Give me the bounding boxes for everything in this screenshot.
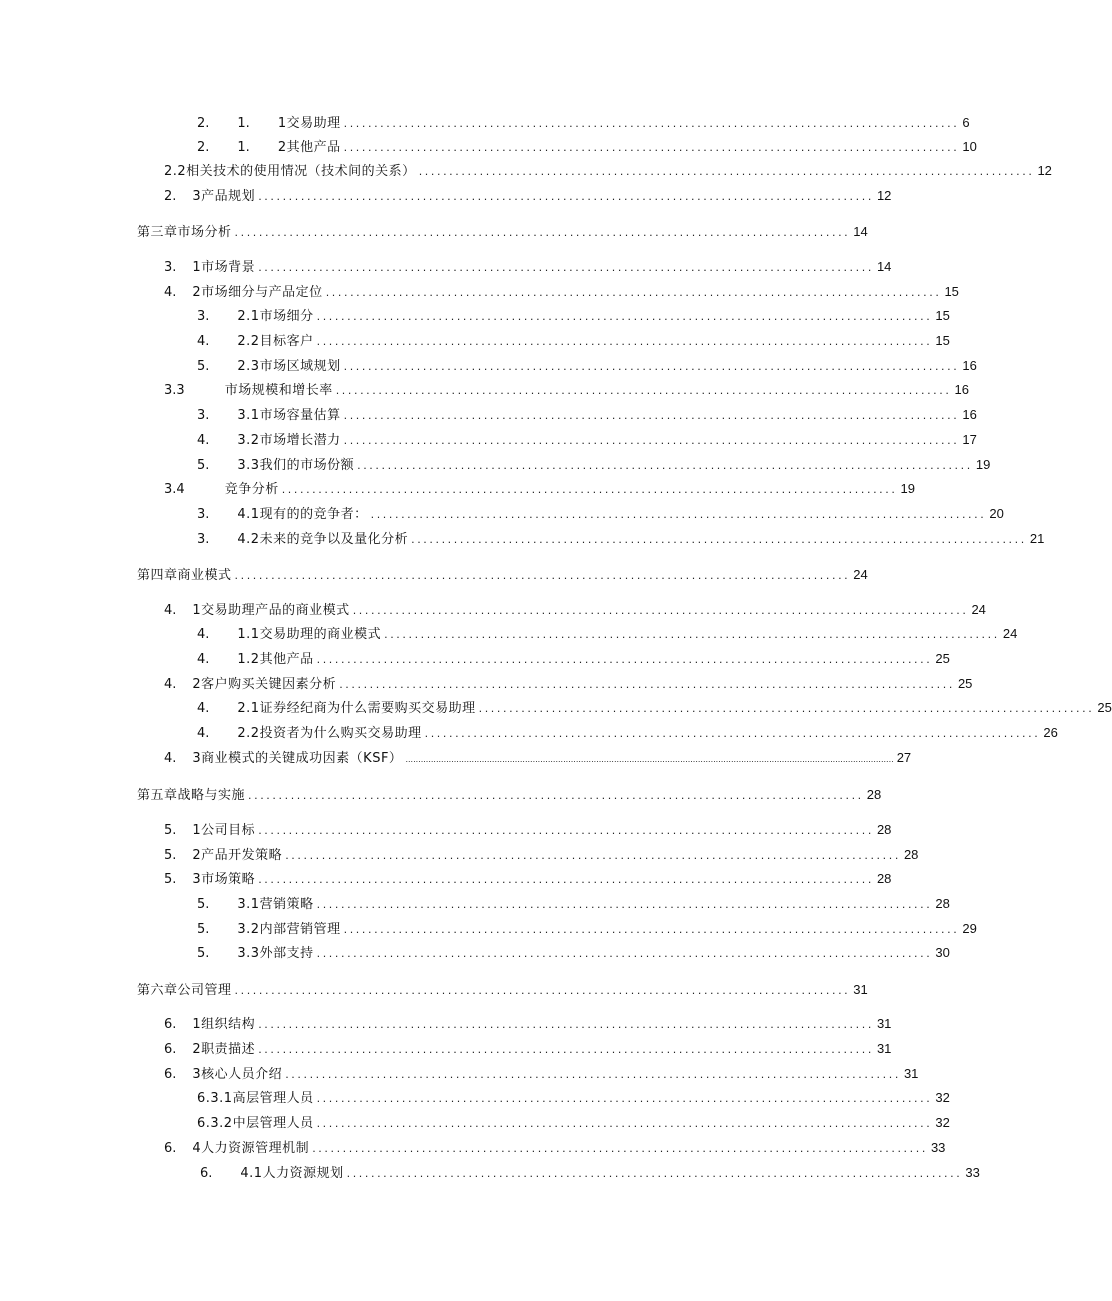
toc-leader: ..................................................................................................... bbox=[343, 141, 960, 154]
toc-leader: ..................................................................................................... bbox=[258, 824, 874, 837]
toc-number: 3.4 bbox=[164, 482, 185, 497]
toc-page: 28 bbox=[876, 871, 892, 886]
toc-entry[interactable] bbox=[164, 601, 986, 619]
toc-title: 1交易助理产品的商业模式 bbox=[192, 603, 350, 618]
toc-leader: ..................................................................................................... bbox=[343, 360, 960, 373]
toc-number: 4. bbox=[197, 627, 210, 642]
toc-leader: ..................................................................................................... bbox=[234, 569, 851, 582]
toc-title: 市场规模和增长率 bbox=[224, 383, 333, 398]
toc-number: 2. bbox=[197, 116, 210, 131]
toc-leader: ..................................................................................................... bbox=[316, 1092, 933, 1105]
toc-page: 27 bbox=[896, 750, 912, 765]
toc-page: 33 bbox=[930, 1140, 946, 1155]
toc-entry[interactable] bbox=[164, 870, 892, 888]
toc-number: 4. bbox=[164, 285, 177, 300]
toc-page: 10 bbox=[962, 139, 977, 154]
toc-leader: ..................................................................................................... bbox=[312, 1142, 928, 1155]
toc-title: 1交易助理 bbox=[277, 116, 341, 131]
toc-number: 3. bbox=[197, 309, 210, 324]
toc-title: 2.3市场区域规划 bbox=[237, 359, 341, 374]
toc-page: 16 bbox=[962, 407, 977, 422]
toc-leader: ..................................................................................................... bbox=[258, 1018, 874, 1031]
toc-leader: ..................................................................................................... bbox=[234, 984, 851, 997]
toc-entry[interactable] bbox=[164, 846, 919, 864]
toc-page: 28 bbox=[876, 822, 892, 837]
toc-leader: ..................................................................................................... bbox=[352, 604, 969, 617]
toc-number: 5. bbox=[197, 458, 210, 473]
toc-entry[interactable] bbox=[200, 1164, 980, 1182]
toc-entry[interactable] bbox=[197, 724, 1058, 742]
toc-number: 1. bbox=[237, 140, 250, 155]
toc-leader: ..................................................................................................... bbox=[281, 483, 898, 496]
toc-leader: ..................................................................................................... bbox=[316, 335, 933, 348]
toc-number: 4. bbox=[197, 652, 210, 667]
toc-entry[interactable] bbox=[197, 920, 977, 938]
toc-page: 25 bbox=[935, 651, 950, 666]
toc-leader: ..................................................................................................... bbox=[346, 1167, 963, 1180]
toc-number: 2. bbox=[164, 189, 177, 204]
toc-number: 3. bbox=[164, 260, 177, 275]
toc-title: 第三章市场分析 bbox=[137, 225, 232, 240]
toc-title: 2产品开发策略 bbox=[192, 848, 283, 863]
toc-page: 30 bbox=[935, 945, 950, 960]
toc-number: 3. bbox=[197, 408, 210, 423]
toc-entry[interactable] bbox=[164, 821, 892, 839]
toc-entry[interactable] bbox=[197, 138, 977, 156]
toc-leader: ..................................................................................................... bbox=[258, 1043, 874, 1056]
toc-entry[interactable] bbox=[197, 114, 970, 132]
toc-title: 4人力资源管理机制 bbox=[192, 1141, 310, 1156]
toc-number: 5. bbox=[164, 848, 177, 863]
toc-title: 2市场细分与产品定位 bbox=[192, 285, 323, 300]
toc-entry[interactable] bbox=[197, 530, 1045, 548]
toc-title: 1公司目标 bbox=[192, 823, 256, 838]
toc-entry[interactable] bbox=[164, 1139, 946, 1157]
toc-entry[interactable] bbox=[197, 406, 977, 424]
toc-leader: ..................................................................................................... bbox=[357, 459, 973, 472]
toc-number: 4. bbox=[197, 726, 210, 741]
toc-page: 31 bbox=[876, 1041, 892, 1056]
toc-page: 12 bbox=[876, 188, 892, 203]
toc-title: 3.3我们的市场份额 bbox=[237, 458, 355, 473]
toc-entry[interactable] bbox=[164, 381, 969, 399]
toc-leader: ..................................................................................................... bbox=[384, 628, 1000, 641]
toc-leader: ..................................................................................................... bbox=[258, 261, 874, 274]
toc-entry[interactable] bbox=[197, 650, 950, 668]
toc-page: 24 bbox=[1002, 626, 1018, 641]
toc-entry[interactable] bbox=[197, 505, 1004, 523]
toc-entry[interactable] bbox=[164, 749, 912, 767]
toc-page: 29 bbox=[962, 921, 977, 936]
toc-title: 1市场背景 bbox=[192, 260, 256, 275]
toc-title: 2客户购买关键因素分析 bbox=[192, 677, 337, 692]
toc-entry[interactable] bbox=[197, 625, 1018, 643]
toc-leader: ..................................................................................................... bbox=[343, 409, 960, 422]
toc-page: 28 bbox=[935, 896, 950, 911]
toc-number: 4. bbox=[164, 677, 177, 692]
toc-number: 5. bbox=[164, 823, 177, 838]
toc-page: 14 bbox=[876, 259, 892, 274]
toc-entry[interactable] bbox=[197, 431, 977, 449]
toc-title: 3产品规划 bbox=[192, 189, 256, 204]
toc-leader: ..................................................................................................... bbox=[325, 286, 942, 299]
toc-leader: ..................................................................................................... bbox=[316, 1117, 933, 1130]
toc-title: 1.2其他产品 bbox=[237, 652, 314, 667]
toc-leader: ..................................................................................................... bbox=[418, 165, 1035, 178]
toc-title: 第四章商业模式 bbox=[137, 568, 232, 583]
toc-title: 4.2未来的竞争以及量化分析 bbox=[237, 532, 409, 547]
toc-chapter[interactable] bbox=[137, 223, 868, 241]
toc-page: 15 bbox=[935, 308, 950, 323]
toc-title: 2.2目标客户 bbox=[237, 334, 314, 349]
toc-page: 32 bbox=[935, 1115, 950, 1130]
toc-page: 17 bbox=[962, 432, 977, 447]
toc-number: 4. bbox=[197, 334, 210, 349]
toc-leader: ..................................................................................................... bbox=[316, 310, 933, 323]
toc-leader: ..................................................................................................... bbox=[335, 384, 952, 397]
toc-leader: ..................................................................................................... bbox=[258, 190, 874, 203]
toc-leader: ..................................................................................................... bbox=[478, 702, 1095, 715]
toc-leader: ..................................................................................................... bbox=[343, 923, 960, 936]
toc-title: 3.1市场容量估算 bbox=[237, 408, 341, 423]
toc-number: 3.3 bbox=[164, 383, 185, 398]
toc-number: 4. bbox=[197, 701, 210, 716]
toc-title: 2职责描述 bbox=[192, 1042, 256, 1057]
toc-number: 5. bbox=[197, 897, 210, 912]
toc-number: 6. bbox=[164, 1141, 177, 1156]
toc-title: 3.1营销策略 bbox=[237, 897, 314, 912]
toc-entry[interactable] bbox=[164, 1015, 892, 1033]
toc-leader: ..................................................................................................... bbox=[411, 533, 1027, 546]
toc-number: 4. bbox=[164, 751, 177, 766]
toc-title: 第六章公司管理 bbox=[137, 983, 232, 998]
toc-entry[interactable] bbox=[164, 258, 892, 276]
toc-page: 14 bbox=[853, 224, 868, 239]
toc-entry[interactable] bbox=[197, 944, 950, 962]
toc-page: 25 bbox=[957, 676, 973, 691]
toc-leader: ..................................................................................................... bbox=[316, 947, 933, 960]
toc-title: 1.1交易助理的商业模式 bbox=[237, 627, 382, 642]
toc-page: 6 bbox=[962, 115, 970, 130]
toc-number: 6. bbox=[164, 1042, 177, 1057]
toc-entry[interactable] bbox=[164, 283, 959, 301]
toc-page: 16 bbox=[962, 358, 977, 373]
toc-page: 31 bbox=[903, 1066, 919, 1081]
toc-page: 19 bbox=[975, 457, 991, 472]
toc-page: 28 bbox=[903, 847, 919, 862]
toc-title: 4.1人力资源规划 bbox=[240, 1166, 344, 1181]
toc-title: 2其他产品 bbox=[277, 140, 341, 155]
toc-entry[interactable] bbox=[164, 1065, 919, 1083]
toc-entry[interactable] bbox=[164, 162, 1052, 180]
toc-title: 3.2市场增长潜力 bbox=[237, 433, 341, 448]
toc-title: 3.2内部营销管理 bbox=[237, 922, 341, 937]
toc-title: 4.1现有的的竞争者： bbox=[237, 507, 368, 522]
toc-page: 12 bbox=[1037, 163, 1052, 178]
toc-entry[interactable] bbox=[197, 1089, 950, 1107]
toc-leader: ..................................................................................................... bbox=[343, 117, 960, 130]
toc-title: 3商业模式的关键成功因素（KSF） bbox=[192, 751, 403, 766]
toc-number: 3. bbox=[197, 532, 210, 547]
toc-number: 5. bbox=[197, 946, 210, 961]
toc-page: 25 bbox=[1097, 700, 1112, 715]
toc-number: 4. bbox=[197, 433, 210, 448]
toc-title: 2.2投资者为什么购买交易助理 bbox=[237, 726, 422, 741]
toc-leader: ..................................................................................................... bbox=[234, 226, 851, 239]
toc-title: 2.1证券经纪商为什么需要购买交易助理 bbox=[237, 701, 476, 716]
toc-leader: ..................................................................................................... bbox=[339, 678, 955, 691]
toc-title: 3市场策略 bbox=[192, 872, 256, 887]
toc-entry[interactable] bbox=[164, 1040, 892, 1058]
toc-page: 33 bbox=[965, 1165, 980, 1180]
toc-leader: ..................................................................................................... bbox=[424, 727, 1041, 740]
toc-entry[interactable] bbox=[164, 675, 973, 693]
toc-title: 竞争分析 bbox=[224, 482, 279, 497]
toc-number: 5. bbox=[197, 922, 210, 937]
toc-page: 21 bbox=[1029, 531, 1045, 546]
toc-leader: ..................................................................................................... bbox=[343, 434, 960, 447]
toc-chapter[interactable] bbox=[137, 786, 882, 804]
toc-title: 2.2相关技术的使用情况（技术间的关系） bbox=[164, 164, 416, 179]
toc-title: 3.3外部支持 bbox=[237, 946, 314, 961]
toc-page: 15 bbox=[935, 333, 950, 348]
toc-number: 6. bbox=[164, 1017, 177, 1032]
toc-entry[interactable] bbox=[164, 480, 915, 498]
toc-page: 28 bbox=[866, 787, 882, 802]
toc-leader: ..................................................................................................... bbox=[316, 898, 933, 911]
toc-page: 24 bbox=[853, 567, 868, 582]
toc-title: 2.1市场细分 bbox=[237, 309, 314, 324]
toc-page: 20 bbox=[989, 506, 1004, 521]
toc-leader: ..................................................................................................... bbox=[258, 873, 874, 886]
toc-entry[interactable] bbox=[197, 699, 1112, 717]
toc-leader: ..................................................................................................... bbox=[285, 849, 901, 862]
toc-title: 3核心人员介绍 bbox=[192, 1067, 283, 1082]
toc-title: 6.3.1高层管理人员 bbox=[197, 1091, 314, 1106]
toc-number: 1. bbox=[237, 116, 250, 131]
toc-leader: ..................................................................................................... bbox=[285, 1068, 901, 1081]
toc-leader: ..................................................................................................... bbox=[370, 508, 987, 521]
toc-page: 31 bbox=[876, 1016, 892, 1031]
toc-title: 1组织结构 bbox=[192, 1017, 256, 1032]
toc-leader: ................................................................................................................................................................................................ bbox=[405, 755, 894, 764]
toc-entry[interactable] bbox=[164, 187, 892, 205]
toc-entry[interactable] bbox=[197, 307, 950, 325]
toc-title: 6.3.2中层管理人员 bbox=[197, 1116, 314, 1131]
toc-chapter[interactable] bbox=[137, 981, 868, 999]
toc-number: 6. bbox=[200, 1166, 213, 1181]
toc-page: 16 bbox=[954, 382, 969, 397]
toc-number: 6. bbox=[164, 1067, 177, 1082]
toc-entry[interactable] bbox=[197, 357, 977, 375]
toc-page: 26 bbox=[1043, 725, 1058, 740]
toc-leader: ..................................................................................................... bbox=[316, 653, 933, 666]
toc-number: 5. bbox=[164, 872, 177, 887]
toc-number: 5. bbox=[197, 359, 210, 374]
toc-number: 2. bbox=[197, 140, 210, 155]
toc-chapter[interactable] bbox=[137, 566, 868, 584]
toc-leader: ..................................................................................................... bbox=[248, 789, 864, 802]
toc-number: 3. bbox=[197, 507, 210, 522]
toc-page: 15 bbox=[944, 284, 959, 299]
toc-entry[interactable] bbox=[197, 1114, 950, 1132]
toc-page: 24 bbox=[971, 602, 986, 617]
toc-page: 31 bbox=[853, 982, 868, 997]
toc-entry[interactable] bbox=[197, 895, 950, 913]
toc-page: 32 bbox=[935, 1090, 950, 1105]
toc-page: 19 bbox=[900, 481, 915, 496]
toc-title: 第五章战略与实施 bbox=[137, 788, 246, 803]
toc-entry[interactable] bbox=[197, 456, 991, 474]
toc-entry[interactable] bbox=[197, 332, 950, 350]
toc-number: 4. bbox=[164, 603, 177, 618]
